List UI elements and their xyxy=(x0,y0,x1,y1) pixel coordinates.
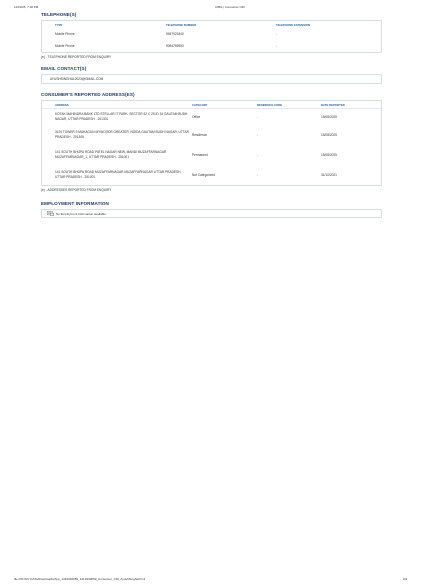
table-row xyxy=(42,28,381,40)
phone-extension: - xyxy=(276,43,278,48)
info-box-icon xyxy=(47,211,54,216)
print-title: CIBIL | Consumer CIR xyxy=(215,5,245,9)
address-text: KOTAK MAHINDRA BANK LTD STELLAR IT PARK, SECTOR 62 C 25 ID 34 GAUTAM BUDH NAGAR, UTTAR PRADESH - 201301 xyxy=(55,112,188,121)
address-category: Office xyxy=(192,114,201,119)
address-date-reported: 15/08/2025 xyxy=(321,152,337,157)
address-residence-code: - xyxy=(257,172,259,177)
telephones-table-box xyxy=(41,20,382,53)
addresses-table-box xyxy=(41,100,382,186)
address-text: 3120 TOWER 9 MAHAGUN MYWOODS GREATER, NOIDA GAUTAM BUDH NAGAR, UTTAR PRADESH - 201306 xyxy=(55,130,189,139)
address-text: 141 SOUTH BHOPA ROAD MUZAFFARNAGAR MUZAFFARNAGAR UTTAR PRADESH, UTTAR PRADESH - 251001 xyxy=(55,170,182,179)
address-date-reported: 15/08/2025 xyxy=(321,132,337,137)
col-header-telephone-number: TELEPHONE NUMBER xyxy=(166,22,197,27)
table-row xyxy=(42,109,381,126)
print-header xyxy=(14,5,413,11)
table-row xyxy=(42,40,381,52)
address-residence-code: - xyxy=(257,114,259,119)
phone-type: Mobile Phone xyxy=(55,43,75,48)
address-residence-code: - xyxy=(257,132,259,137)
col-header-category: CATEGORY xyxy=(192,101,257,109)
table-row xyxy=(42,145,381,165)
address-date-reported: 31/10/2021 xyxy=(321,172,337,177)
phone-type: Mobile Phone xyxy=(55,31,75,36)
print-file-path: file:///D:/MY DATA/Downloads/App_1419340059_1419340059_Consumer_CIR_AyushSinghal.html xyxy=(14,577,146,581)
address-date-reported: 15/08/2025 xyxy=(321,114,337,119)
telephones-table xyxy=(42,21,381,52)
col-header-residence-code: RESIDENCE CODE xyxy=(257,101,321,109)
address-text: 141 SOUTH BHOPA ROAD PATEL NAGAR NEW, MANDI MUZAFFARNAGAR MUZAFFARNAGAR_1, UTTAR PRADESH - 251001 xyxy=(55,150,167,159)
employment-empty-message: No Employment Information available. xyxy=(56,211,107,216)
email-address: AYUSHSINGHAL2023@GMAIL.COM xyxy=(50,77,104,81)
telephones-heading: TELEPHONE(S) xyxy=(41,12,77,17)
address-category: Permanent xyxy=(192,152,208,157)
addresses-heading: CONSUMER'S REPORTED ADDRESS(ES) xyxy=(41,92,135,97)
address-category: Not Categorized xyxy=(192,172,216,177)
col-header-address: ADDRESS xyxy=(42,101,192,109)
print-page-number: 2/4 xyxy=(402,577,407,581)
col-header-telephone-extension: TELEPHONE EXTENSION xyxy=(276,22,311,27)
address-residence-code: - xyxy=(257,152,259,157)
report-content xyxy=(41,12,382,218)
col-header-date-reported: DATE REPORTED xyxy=(321,101,381,109)
employment-heading: EMPLOYMENT INFORMATION xyxy=(41,201,109,206)
phone-number: 9084759950 xyxy=(166,43,184,48)
print-footer xyxy=(14,577,413,583)
emails-heading: EMAIL CONTACT(S) xyxy=(41,66,87,71)
addresses-table xyxy=(42,101,381,185)
phone-number: 9457921840 xyxy=(166,31,184,36)
addresses-note: (e) - ADDRESSES REPORTED FROM ENQUIRY xyxy=(41,188,112,192)
address-category: Residence xyxy=(192,132,208,137)
col-header-type: TYPE xyxy=(55,22,63,27)
email-box xyxy=(41,74,382,84)
print-timestamp: 11/19/25, 7:18 PM xyxy=(14,5,39,9)
phone-extension: - xyxy=(276,31,278,36)
employment-box xyxy=(41,209,382,218)
table-row xyxy=(42,125,381,145)
table-row xyxy=(42,165,381,185)
telephones-note: (e) - TELEPHONE REPORTED FROM ENQUIRY xyxy=(41,55,112,59)
